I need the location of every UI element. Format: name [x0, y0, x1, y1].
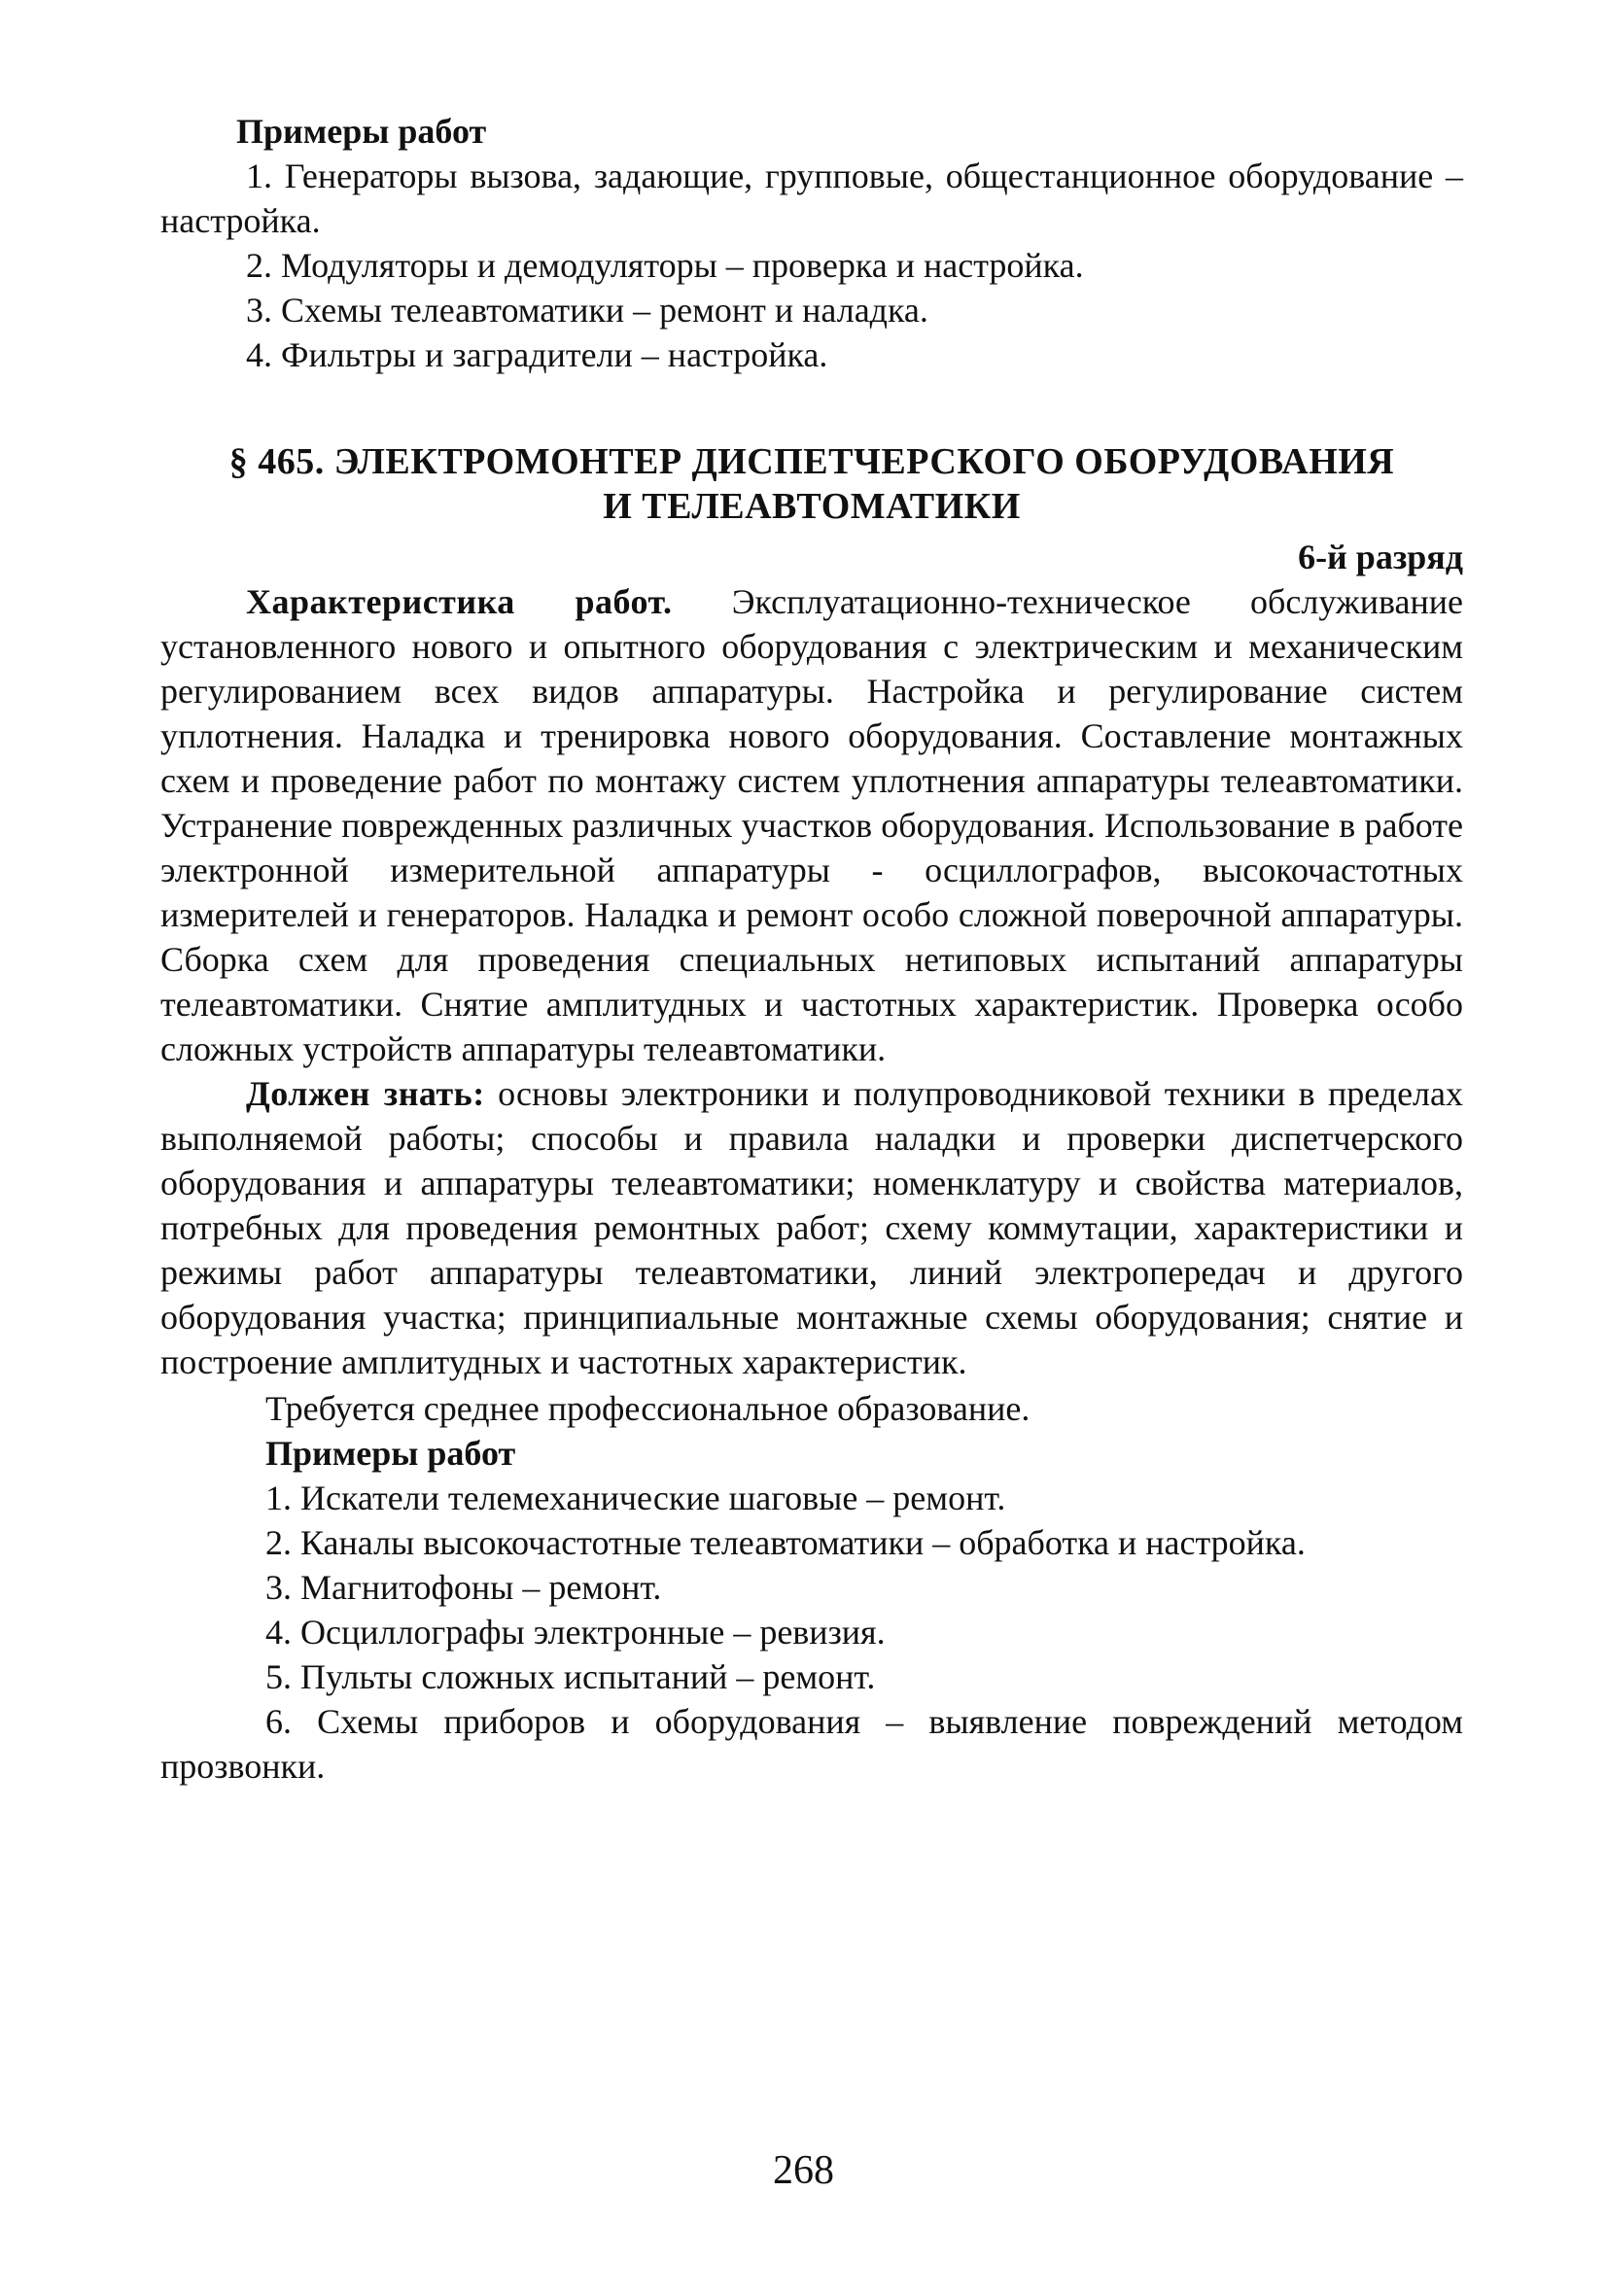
knowledge-label: Должен знать: [246, 1074, 485, 1113]
example-item-6: 6. Схемы приборов и оборудования – выявление повреждений методом прозвонки. [160, 1702, 1463, 1786]
examples-list [160, 1476, 1463, 1789]
example-item-5: 5. Пульты сложных испытаний – ремонт. [265, 1657, 876, 1696]
top-example-item-3: 3. Схемы телеавтоматики – ремонт и наладка. [246, 291, 928, 330]
top-example-item-4: 4. Фильтры и заградители – настройка. [246, 335, 828, 374]
characteristics-paragraph [160, 579, 1463, 1071]
section-title [160, 439, 1463, 529]
education-requirement: Требуется среднее профессиональное образование. [265, 1389, 1031, 1428]
page-number: 268 [773, 2148, 834, 2193]
characteristics-text: Эксплуатационно-техническое обслуживание установленного нового и опытного оборудования с электрическим и механическим регулированием всех видов аппаратуры. Настройка и регулирование систем уплотнения. Наладка и тренировка нового оборудования. Составление монтажных схем и проведение работ по монтажу систем уплотнения аппаратуры телеавтоматики. Устранение поврежденных различных участков оборудования. Использование в работе электронной измерительной аппаратуры - осциллографов, высокочастотных измерителей и генераторов. Наладка и ремонт особо сложной поверочной аппаратуры. Сборка схем для проведения специальных нетиповых испытаний аппаратуры телеавтоматики. Снятие амплитудных и частотных характеристик. Проверка особо сложных устройств аппаратуры телеавтоматики. [160, 582, 1463, 1068]
example-item-3: 3. Магнитофоны – ремонт. [265, 1568, 662, 1607]
example-item-2: 2. Каналы высокочастотные телеавтоматики – обработка и настройка. [265, 1523, 1306, 1562]
top-examples-heading: Примеры работ [236, 112, 487, 151]
knowledge-paragraph [160, 1071, 1463, 1384]
example-item-1: 1. Искатели телемеханические шаговые – ремонт. [265, 1478, 1006, 1517]
page-content [160, 109, 1463, 1789]
section-title-line-1: § 465. ЭЛЕКТРОМОНТЕР ДИСПЕТЧЕРСКОГО ОБОРУДОВАНИЯ [228, 441, 1395, 482]
knowledge-text: основы электроники и полупроводниковой техники в пределах выполняемой работы; способы и правила наладки и проверки диспетчерского оборудования и аппаратуры телеавтоматики; номенклатуру и свойства материалов, потребных для проведения ремонтных работ; схему коммутации, характеристики и режимы работ аппаратуры телеавтоматики, линий электропередач и другого оборудования участка; принципиальные монтажные схемы оборудования; снятие и построение амплитудных и частотных характеристик. [160, 1074, 1464, 1381]
example-item-4: 4. Осциллографы электронные – ревизия. [265, 1613, 886, 1652]
top-example-item-2: 2. Модуляторы и демодуляторы – проверка и настройка. [246, 246, 1084, 285]
top-example-item-1: 1. Генераторы вызова, задающие, групповые, общестанционное оборудование – настройка. [160, 157, 1463, 240]
characteristics-label: Характеристика работ. [246, 582, 673, 621]
section-title-line-2: И ТЕЛЕАВТОМАТИКИ [603, 486, 1021, 527]
examples-heading: Примеры работ [265, 1434, 516, 1473]
grade-label: 6-й разряд [1298, 538, 1463, 576]
